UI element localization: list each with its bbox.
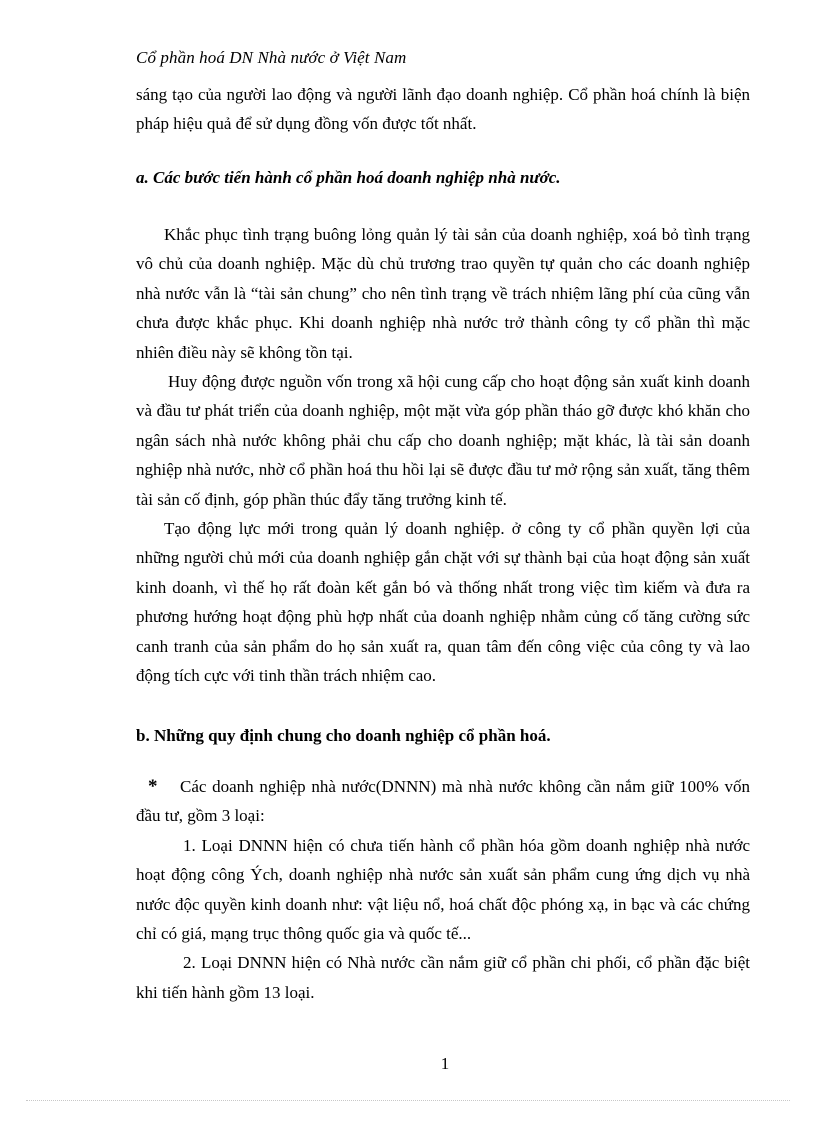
intro-paragraph [136,80,750,139]
footer-divider [26,1100,790,1101]
section-a-paragraph-3: Tạo động lực mới trong quản lý doanh nghiệp. ở công ty cổ phần quyền lợi của những người chủ mới của doanh nghiệp gắn chặt với sự thành bại của hoạt động sản xuất kinh doanh, vì thế họ rất đoàn kết gắn bó và thống nhất trong việc tìm kiếm và đưa ra phương hướng hoạt động phù hợp nhất của doanh nghiệp nhằm củng cố tăng cường sức canh tranh của sản phẩm do họ sản xuất ra, quan tâm đến công việc của công ty và lao động tích cực với tinh thần trách nhiệm cao. [136,519,750,686]
section-b-heading: b. Những quy định chung cho doanh nghiệp cổ phần hoá. [136,726,551,745]
section-b-bullet [136,772,750,831]
section-a-body [136,220,750,691]
section-b-item-2: 2. Loại DNNN hiện có Nhà nước cần nắm giữ cổ phần chi phối, cổ phần đặc biệt khi tiến hành gồm 13 loại. [136,953,750,1002]
intro-text: sáng tạo của người lao động và người lãnh đạo doanh nghiệp. Cổ phần hoá chính là biện pháp hiệu quả để sử dụng đồng vốn được tốt nhất. [136,85,750,134]
page-number: 1 [440,1054,450,1073]
section-a-heading: a. Các bước tiến hành cổ phần hoá doanh nghiệp nhà nước. [136,168,561,187]
section-b-body [136,772,750,1007]
section-a-paragraph-1: Khắc phục tình trạng buông lỏng quản lý tài sản của doanh nghiệp, xoá bỏ tình trạng vô chủ của doanh nghiệp. Mặc dù chủ trương trao quyền tự quản cho các doanh nghiệp nhà nước vẫn là “tài sản chung” cho nên tình trạng về trách nhiệm lãng phí của cũng vẫn chưa được khắc phục. Khi doanh nghiệp nhà nước trở thành công ty cổ phần thì mặc nhiên điều này sẽ không tồn tại. [136,225,750,362]
section-a-paragraph-2: Huy động được nguồn vốn trong xã hội cung cấp cho hoạt động sản xuất kinh doanh và đầu tư phát triển của doanh nghiệp, một mặt vừa góp phần tháo gỡ được khó khăn cho ngân sách nhà nước không phải chu cấp cho doanh nghiệp; mặt khác, là tài sản doanh nghiệp nhà nước, nhờ cổ phần hoá thu hồi lại sẽ được đầu tư mở rộng sản xuất, tăng thêm tài sản cố định, góp phần thúc đẩy tăng trưởng kinh tế. [136,372,750,509]
page-header: Cổ phần hoá DN Nhà nước ở Việt Nam [136,48,407,67]
section-b-bullet-text: Các doanh nghiệp nhà nước(DNNN) mà nhà nước không cần nắm giữ 100% vốn đầu tư, gồm 3 loại: [136,777,750,826]
section-b-item-1: 1. Loại DNNN hiện có chưa tiến hành cổ phần hóa gồm doanh nghiệp nhà nước hoạt động công Ých, doanh nghiệp nhà nước sản xuất sản phẩm cung ứng dịch vụ nhà nước độc quyền kinh doanh như: vật liệu nổ, hoá chất độc phóng xạ, in bạc và các chứng chỉ có giá, mạng trục thông quốc gia và quốc tế... [136,835,750,944]
asterisk-bullet-icon: * [148,776,158,797]
